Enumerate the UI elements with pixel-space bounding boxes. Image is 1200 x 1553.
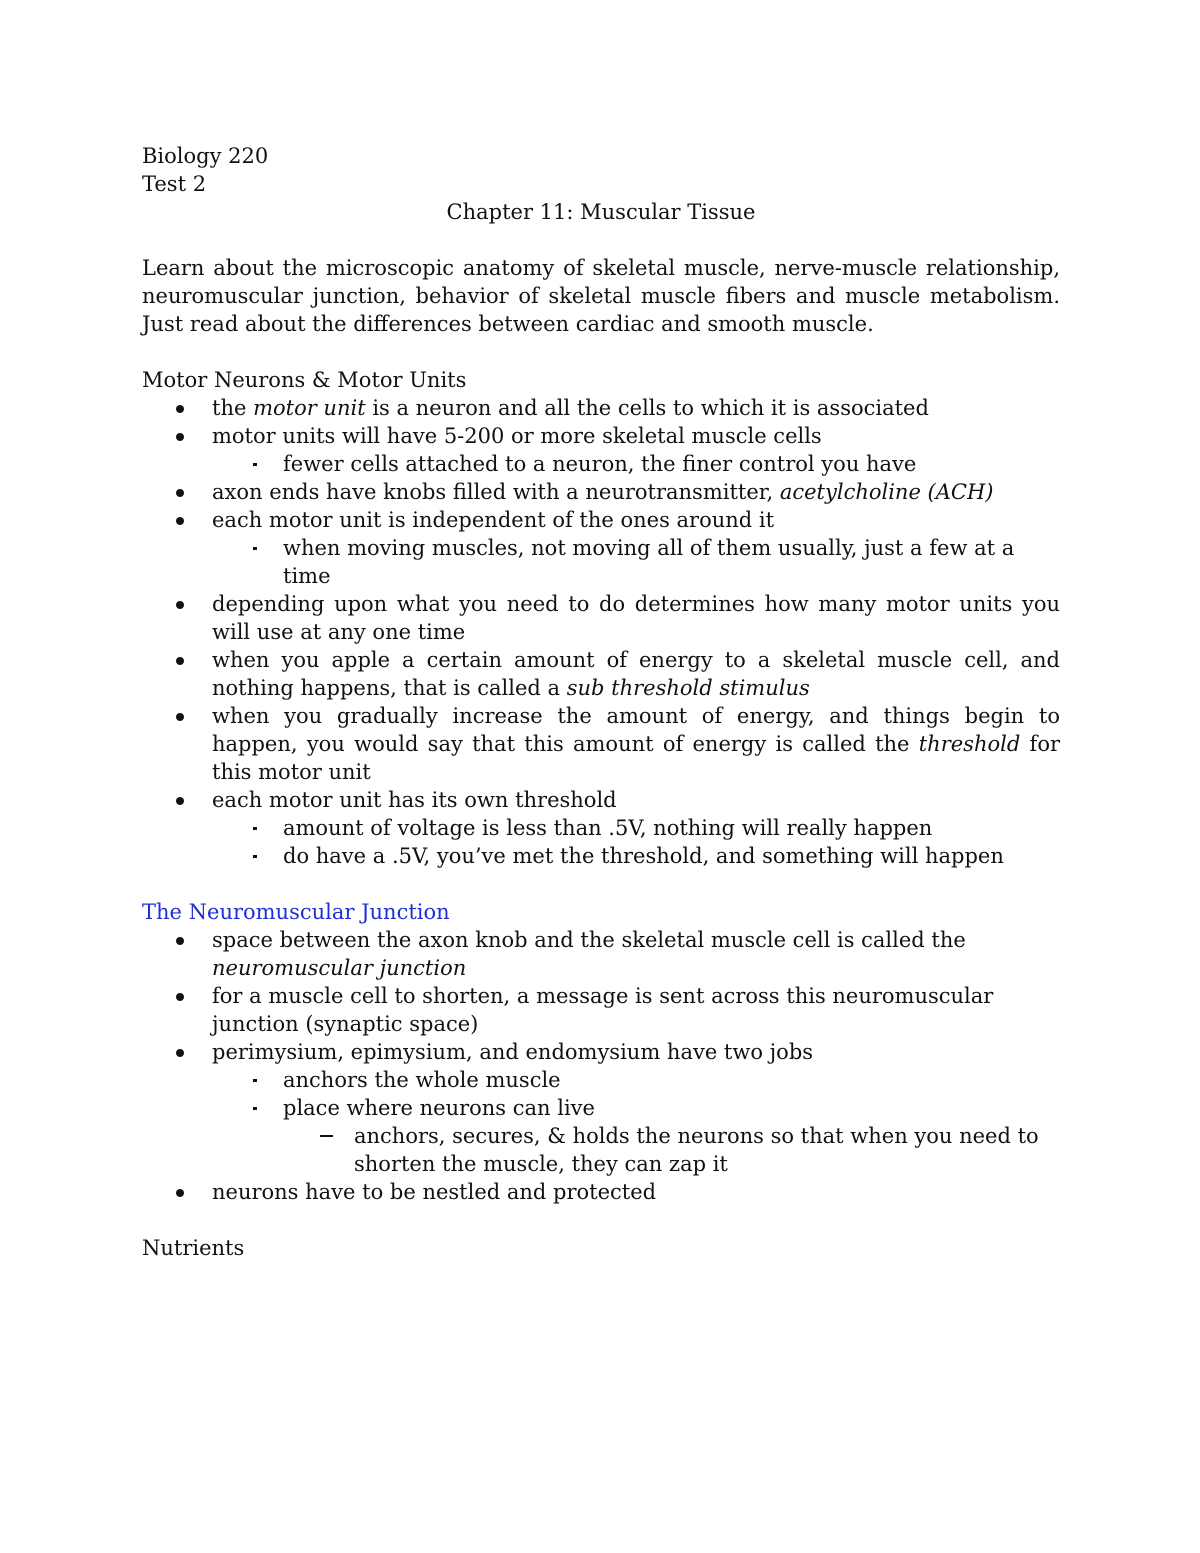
bullet-icon (176, 713, 184, 721)
nutrients-title: Nutrients (142, 1236, 245, 1260)
sub-list-item: do have a .5V, you’ve met the threshold, and something will happen (142, 842, 1060, 870)
list-item: the motor unit is a neuron and all the cells to which it is associated (142, 394, 1060, 422)
list-item: perimysium, epimysium, and endomysium have two jobs (142, 1038, 1060, 1066)
chapter-title: Chapter 11: Muscular Tissue (446, 200, 756, 224)
list-item: depending upon what you need to do determines how many motor units you will use at any one time (142, 590, 1060, 646)
sub-list-item: when moving muscles, not moving all of them usually, just a few at a time (142, 534, 1060, 590)
bullet-icon (176, 1189, 184, 1197)
bullet-icon (176, 517, 184, 525)
bullet-icon (176, 601, 184, 609)
sub-list-item: fewer cells attached to a neuron, the finer control you have (142, 450, 1060, 478)
nmj-bullet-list (142, 926, 1060, 1206)
sub-list-item: place where neurons can live (142, 1094, 1060, 1122)
dash-bullet-icon (253, 1079, 257, 1082)
dash-bullet-icon (253, 855, 257, 858)
bullet-icon (176, 797, 184, 805)
dash-bullet-icon (253, 463, 257, 466)
sub-list-item: anchors the whole muscle (142, 1066, 1060, 1094)
list-item: each motor unit has its own threshold (142, 786, 1060, 814)
list-item: when you apple a certain amount of energy to a skeletal muscle cell, and nothing happens, that is called a sub threshold stimulus (142, 646, 1060, 702)
dash-bullet-icon (253, 1107, 257, 1110)
list-item: axon ends have knobs filled with a neurotransmitter, acetylcholine (ACH) (142, 478, 1060, 506)
motor-bullet-list (142, 394, 1060, 870)
bullet-icon (176, 433, 184, 441)
list-item: neurons have to be nestled and protected (142, 1178, 1060, 1206)
list-item: for a muscle cell to shorten, a message is sent across this neuromuscular junction (synaptic space) (142, 982, 1060, 1038)
list-item: each motor unit is independent of the ones around it (142, 506, 1060, 534)
dash-bullet-icon (253, 547, 257, 550)
bullet-icon (176, 657, 184, 665)
intro-paragraph: Learn about the microscopic anatomy of skeletal muscle, nerve-muscle relationship, neuromuscular junction, behavior of skeletal muscle fibers and muscle metabolism. Just read about the differences between cardiac and smooth muscle. (142, 256, 1060, 336)
long-dash-icon (320, 1135, 333, 1137)
motor-section-title: Motor Neurons & Motor Units (142, 368, 467, 392)
bullet-icon (176, 937, 184, 945)
document-page (142, 142, 1060, 1262)
bullet-icon (176, 405, 184, 413)
dash-bullet-icon (253, 827, 257, 830)
bullet-icon (176, 489, 184, 497)
course-title: Biology 220 (142, 144, 269, 168)
list-item: when you gradually increase the amount of energy, and things begin to happen, you would say that this amount of energy is called the threshold for this motor unit (142, 702, 1060, 786)
sub-sub-list-item: anchors, secures, & holds the neurons so that when you need to shorten the muscle, they can zap it (142, 1122, 1060, 1178)
list-item: motor units will have 5-200 or more skeletal muscle cells (142, 422, 1060, 450)
bullet-icon (176, 1049, 184, 1057)
test-label: Test 2 (142, 172, 207, 196)
nmj-section-title: The Neuromuscular Junction (142, 900, 450, 924)
sub-list-item: amount of voltage is less than .5V, nothing will really happen (142, 814, 1060, 842)
bullet-icon (176, 993, 184, 1001)
list-item: space between the axon knob and the skeletal muscle cell is called the neuromuscular junction (142, 926, 1060, 982)
